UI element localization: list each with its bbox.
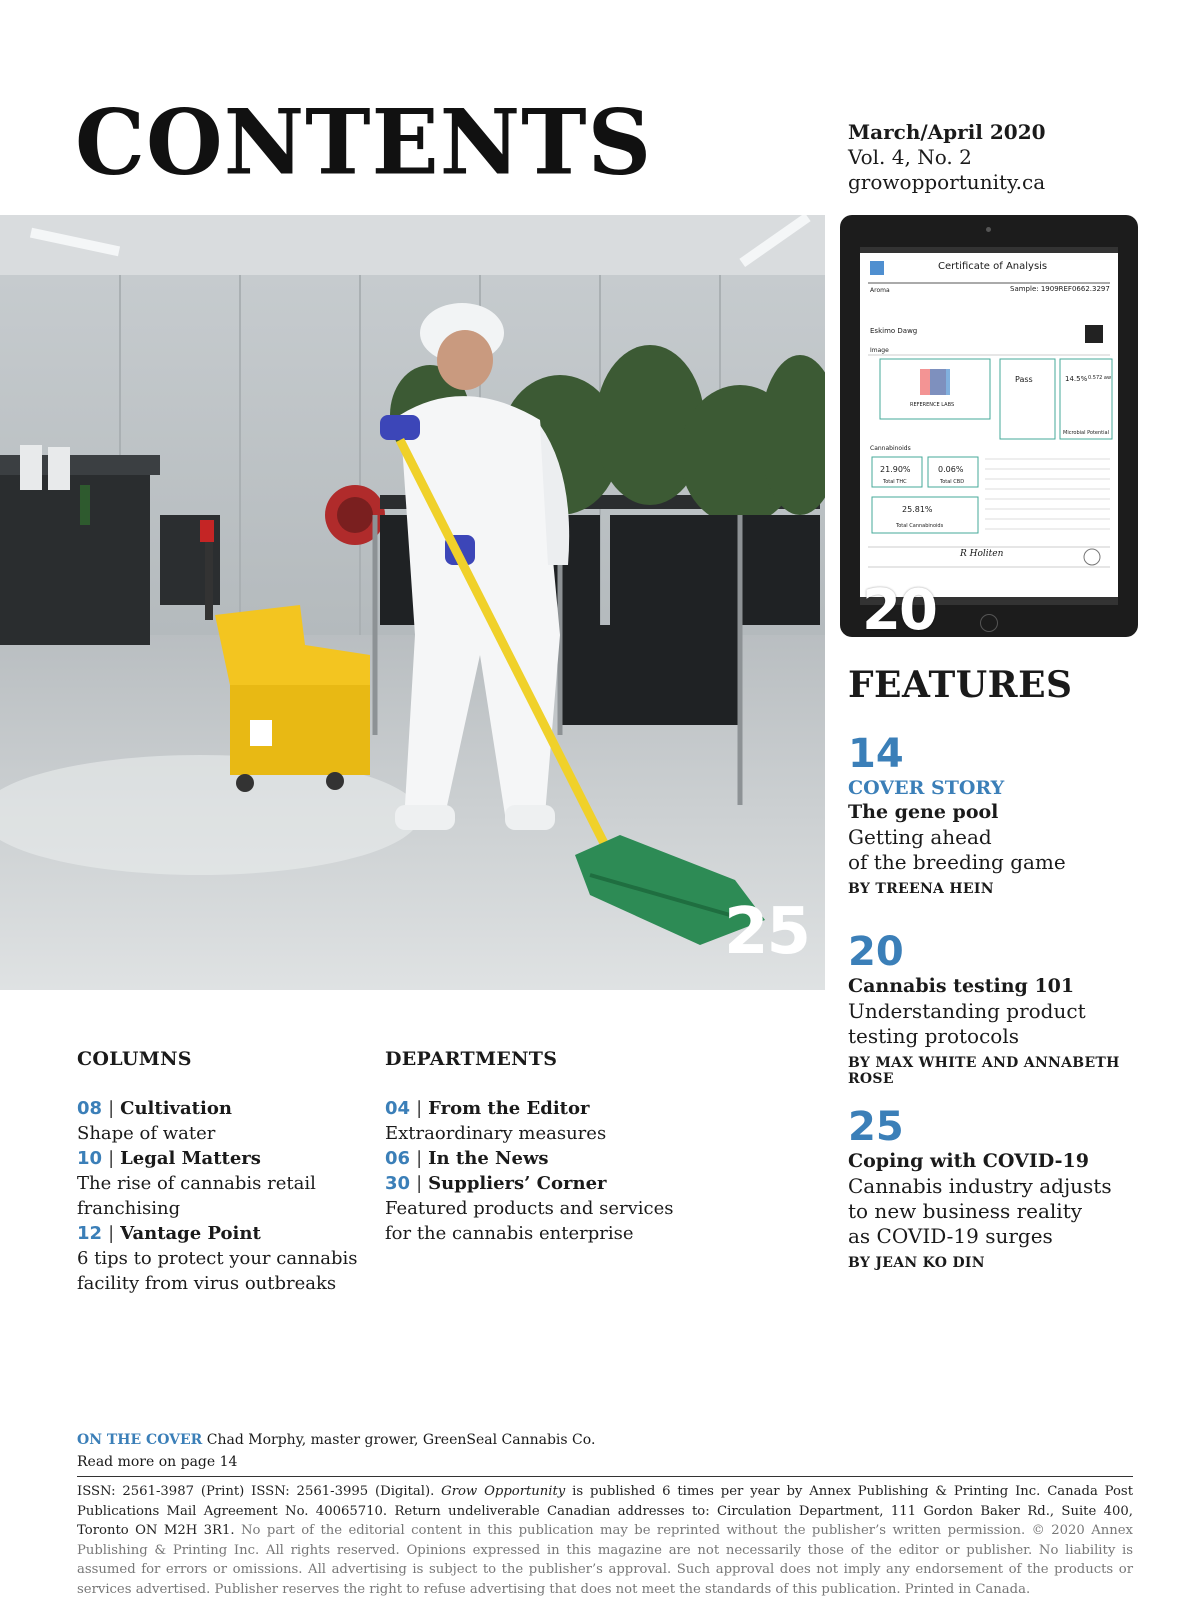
certificate-signature: R Holiten	[960, 549, 1004, 559]
cover-note-more[interactable]: Read more on page 14	[77, 1454, 238, 1470]
feature-byline: BY MAX WHITE AND ANNABETH ROSE	[848, 1055, 1120, 1087]
department-item[interactable]	[385, 1171, 685, 1196]
issue-date: March/April 2020	[848, 120, 1046, 144]
legal-issn: ISSN: 2561-3987 (Print) ISSN: 2561-3995 (Digital).	[77, 1484, 435, 1499]
page-title: CONTENTS	[75, 88, 653, 196]
feature-title: Coping with COVID-19	[848, 1150, 1089, 1172]
feature-page-number: 20	[848, 929, 904, 975]
column-item[interactable]	[77, 1096, 367, 1121]
divider: |	[108, 1223, 115, 1244]
website-link[interactable]: growopportunity.ca	[848, 170, 1046, 194]
department-item[interactable]	[385, 1096, 685, 1121]
home-button-icon	[980, 614, 998, 632]
column-page-number: 08	[77, 1098, 103, 1119]
feature-byline: BY JEAN KO DIN	[848, 1255, 985, 1271]
certificate-water-activity: 0.572 aw	[1088, 375, 1112, 381]
camera-icon	[986, 227, 991, 232]
grow-room-illustration	[0, 215, 825, 990]
department-desc: Featured products and services	[385, 1198, 674, 1219]
department-desc: Extraordinary measures	[385, 1123, 607, 1144]
certificate-aroma: Aroma	[870, 287, 890, 294]
certificate-cannabinoids-label: Cannabinoids	[870, 445, 911, 452]
certificate-sample: Sample: 1909REF0662.3297	[1010, 285, 1110, 293]
department-title: From the Editor	[428, 1098, 590, 1119]
column-desc: facility from virus outbreaks	[77, 1273, 337, 1294]
issue-volume: Vol. 4, No. 2	[848, 145, 972, 169]
feature-page-number: 25	[848, 1104, 904, 1150]
departments-list	[385, 1096, 685, 1246]
cover-note	[77, 1429, 595, 1473]
tablet-device	[840, 215, 1138, 637]
divider: |	[108, 1148, 115, 1169]
column-desc: Shape of water	[77, 1123, 216, 1144]
department-desc: for the cannabis enterprise	[385, 1223, 634, 1244]
certificate-total: 25.81%	[902, 505, 933, 514]
feature-page-number: 14	[848, 731, 904, 777]
feature-subtitle: Cannabis industry adjusts	[848, 1174, 1112, 1198]
certificate-cbd: 0.06%	[938, 465, 964, 474]
column-item[interactable]	[77, 1146, 367, 1171]
divider: |	[416, 1148, 423, 1169]
feature-subtitle: testing protocols	[848, 1024, 1019, 1048]
department-title: In the News	[428, 1148, 549, 1169]
feature-subtitle: Getting ahead	[848, 825, 992, 849]
department-item[interactable]	[385, 1146, 685, 1171]
certificate-title: Certificate of Analysis	[938, 261, 1048, 272]
feature-byline: BY TREENA HEIN	[848, 881, 994, 897]
divider: |	[416, 1098, 423, 1119]
certificate-moisture: 14.5%	[1065, 375, 1088, 383]
cover-note-text: Chad Morphy, master grower, GreenSeal Cannabis Co.	[206, 1432, 596, 1448]
department-page-number: 30	[385, 1173, 411, 1194]
certificate-thc: 21.90%	[880, 465, 911, 474]
column-title: Legal Matters	[120, 1148, 261, 1169]
legal-text	[77, 1482, 1133, 1599]
department-page-number: 06	[385, 1148, 411, 1169]
legal-light-text: No part of the editorial content in this publication may be reprinted without the publisher’s written permission. © 2020 Annex Publishing & Printing Inc. All rights reserved. Opinions expressed in this magazine are not necessarily those of the editor or publisher. No liability is assumed for errors or omissions. All advertising is subject to the publisher’s approval. Such approval does not imply any endorsement of the products or services advertised. Publisher reserves the right to refuse advertising that does not meet the standards of this publication. Printed in Canada.	[77, 1523, 1133, 1597]
feature-subtitle: as COVID-19 surges	[848, 1224, 1053, 1248]
column-desc: The rise of cannabis retail	[77, 1173, 316, 1194]
department-title: Suppliers’ Corner	[428, 1173, 607, 1194]
certificate-screen	[860, 247, 1118, 605]
certificate-thc-label: Total THC	[883, 479, 907, 485]
column-title: Vantage Point	[120, 1223, 261, 1244]
cover-photo	[0, 215, 825, 990]
feature-subtitle: Understanding product	[848, 999, 1086, 1023]
features-heading: FEATURES	[848, 664, 1073, 706]
certificate-image-label: Image	[870, 347, 889, 354]
feature-title: Cannabis testing 101	[848, 975, 1075, 997]
certificate-strain: Eskimo Dawg	[870, 327, 918, 335]
divider: |	[416, 1173, 423, 1194]
feature-item[interactable]	[848, 732, 1168, 897]
cover-note-label: ON THE COVER	[77, 1432, 203, 1448]
photo-page-number: 25	[723, 895, 809, 969]
certificate-pass: Pass	[1015, 375, 1033, 384]
certificate-microbial: Microbial Potential	[1063, 430, 1109, 436]
departments-heading: DEPARTMENTS	[385, 1048, 558, 1070]
certificate-total-label: Total Cannabinoids	[896, 523, 944, 529]
feature-subtitle: to new business reality	[848, 1199, 1083, 1223]
columns-list	[77, 1096, 367, 1296]
feature-subtitle: of the breeding game	[848, 850, 1066, 874]
legal-dark-text: is published 6 times per year by Annex Publishing & Printing Inc. Canada Post Publications Mail Agreement No. 40065710. Return undeliverable Canadian addresses to: Circulation Department, 111 Gordon Baker Rd., Suite 400, Toronto ON M2H 3R1.	[77, 1484, 1133, 1538]
feature-title: The gene pool	[848, 801, 999, 823]
column-desc: franchising	[77, 1198, 181, 1219]
divider: |	[108, 1098, 115, 1119]
column-page-number: 12	[77, 1223, 103, 1244]
certificate-brand: REFERENCE LABS	[910, 402, 955, 408]
column-page-number: 10	[77, 1148, 103, 1169]
feature-item[interactable]	[848, 1105, 1168, 1271]
legal-publication: Grow Opportunity	[441, 1484, 566, 1499]
tablet-page-number: 20	[862, 578, 936, 643]
feature-tag: COVER STORY	[848, 777, 1005, 799]
certificate-cbd-label: Total CBD	[940, 479, 965, 485]
column-item[interactable]	[77, 1221, 367, 1246]
footer-divider	[77, 1476, 1133, 1477]
department-page-number: 04	[385, 1098, 411, 1119]
feature-item[interactable]	[848, 930, 1168, 1087]
column-title: Cultivation	[120, 1098, 232, 1119]
column-desc: 6 tips to protect your cannabis	[77, 1248, 358, 1269]
issue-info	[848, 120, 1046, 195]
columns-heading: COLUMNS	[77, 1048, 192, 1070]
